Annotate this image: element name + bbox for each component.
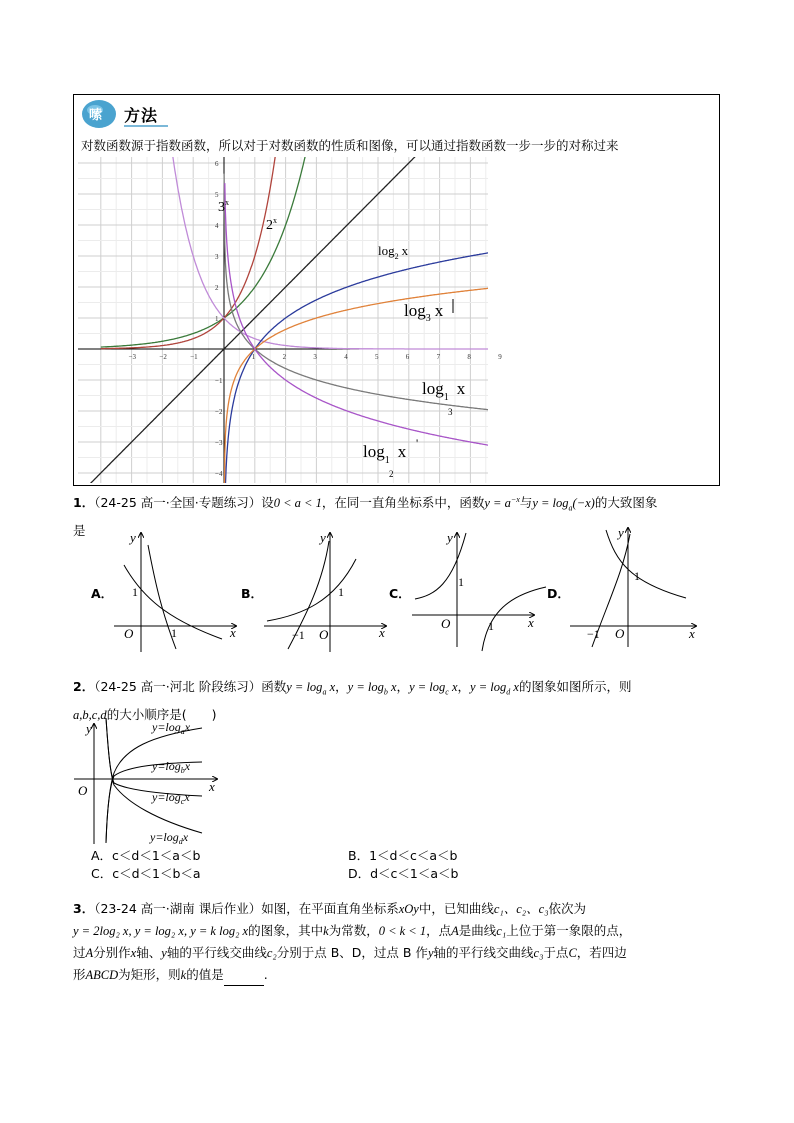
y-tick-label: 2 <box>215 284 219 292</box>
method-box <box>73 94 720 486</box>
svg-text:': ' <box>416 436 419 450</box>
method-title-underline <box>124 125 168 127</box>
svg-text:嗦: 嗦 <box>89 107 103 122</box>
q2-source: （24-25 高一·河北 阶段练习） <box>94 679 262 694</box>
method-title: 方法 <box>124 106 159 125</box>
q1-option-c-label[interactable]: C． <box>389 586 411 601</box>
label-log2: $\log_2 x$ <box>378 243 409 261</box>
x-tick-label: 3 <box>313 353 317 361</box>
function-graph <box>78 157 502 483</box>
svg-text:x: x <box>528 615 534 630</box>
q1-option-b-graph[interactable] <box>262 527 392 655</box>
svg-text:y: y <box>320 530 326 545</box>
q3-answer-blank[interactable] <box>224 971 264 986</box>
q2-choice-c[interactable]: C．c＜d＜1＜b＜a <box>91 866 201 881</box>
q1-number: 1． <box>73 495 95 511</box>
label-log-third: $\log_1 x$ <box>422 379 466 403</box>
q2-choice-a[interactable]: A．c＜d＜1＜a＜b <box>91 848 201 863</box>
question-3: 3．（23-24 高一·湖南 课后作业）如图，在平面直角坐标系xOy中，已知曲线c₁、c₂、c₃依次为 y = 2log₂ x, y = log₂ x, y = k log₂ x的图象，其中k为常数，0 < k < 1，点A是曲线c₁上位于第一象限的点， 过A分别作x轴、y轴的平行线交曲线c₂分别于点 B、D，过点 B 作y轴的平行线交曲线c₃于点C，若四边 形ABCD为矩形，则k的值是 . <box>73 898 723 986</box>
q1-option-d-graph[interactable] <box>568 522 702 650</box>
y-tick-label: −3 <box>215 439 223 447</box>
svg-text:y: y <box>130 530 136 545</box>
x-tick-label: 5 <box>375 353 379 361</box>
y-tick-label: −2 <box>215 408 223 416</box>
x-tick-label: −1 <box>190 353 198 361</box>
svg-text:y=logdx: $y=\log_dx$ <box>150 830 189 846</box>
svg-text:O: O <box>615 626 625 641</box>
y-tick-label: 3 <box>215 253 219 261</box>
q1-func-2: $y = \log_a(-x)$ <box>532 496 595 513</box>
x-tick-label: −2 <box>159 353 167 361</box>
q1-option-a-graph[interactable] <box>112 527 244 655</box>
x-tick-label: 4 <box>344 353 348 361</box>
x-tick-label: 7 <box>436 353 441 361</box>
svg-text:y=logbx: $y=\log_bx$ <box>152 759 191 775</box>
svg-text:y: y <box>447 530 453 545</box>
label-log3: $\log_3 x$ <box>404 301 444 324</box>
x-tick-label: 1 <box>251 353 256 361</box>
svg-text:y: y <box>86 721 92 736</box>
q3-number: 3． <box>73 901 95 916</box>
method-description: 对数函数源于指数函数，所以对于对数函数的性质和图像，可以通过指数函数一步一步的对称过来 <box>81 138 619 153</box>
svg-text:−1: −1 <box>587 627 600 641</box>
svg-text:O: O <box>78 783 88 798</box>
q2-choice-b[interactable]: B．1＜d＜c＜a＜b <box>348 848 458 863</box>
svg-text:1: 1 <box>488 619 494 633</box>
svg-text:x: x <box>209 779 215 794</box>
svg-text:1: 1 <box>171 626 177 640</box>
y-tick-label: 5 <box>215 191 219 199</box>
x-tick-label: 8 <box>467 353 471 361</box>
q1-option-a-label[interactable]: A． <box>91 586 114 601</box>
q2-graph <box>72 718 232 846</box>
method-badge-icon <box>81 99 125 129</box>
q1-source: （24-25 高一·全国·专题练习） <box>94 495 262 511</box>
svg-text:O: O <box>124 626 134 641</box>
q1-func-1: $y = a^{-x}$ <box>484 495 520 511</box>
question-2: 2．（24-25 高一·河北 阶段练习）函数$y = \log_a x$，$y = \log_b x$，$y = \log_c x$，$y = \log_d x$的图象如图所示，则 a,b,c,d的大小顺序是( ) <box>73 679 632 722</box>
q2-choice-d[interactable]: D．d＜c＜1＜a＜b <box>348 866 459 881</box>
svg-text:1: 1 <box>634 569 640 583</box>
q3-source: （23-24 高一·湖南 课后作业） <box>94 901 262 916</box>
svg-text:O: O <box>319 627 329 642</box>
q1-option-b-label[interactable]: B． <box>241 586 264 601</box>
x-tick-label: 9 <box>498 353 502 361</box>
label-log-half: $\log_1 x$ <box>363 442 407 466</box>
y-tick-label: 1 <box>215 315 219 323</box>
question-1: 1．（24-25 高一·全国·专题练习）设0 < a < 1，在同一直角坐标系中，函数$y = a^{-x}$与$y = \log_a(-x)$的大致图象 是 <box>73 495 658 538</box>
svg-text:x: x <box>689 626 695 641</box>
svg-text:y=logax: $y=\log_ax$ <box>152 720 191 736</box>
svg-text:y: y <box>618 525 624 540</box>
svg-text:−1: −1 <box>292 628 305 642</box>
q1-option-c-graph[interactable] <box>410 527 542 655</box>
y-tick-label: 4 <box>215 222 219 230</box>
q1-option-d-label[interactable]: D． <box>547 586 570 601</box>
q2-number: 2． <box>73 679 95 694</box>
x-tick-label: 6 <box>405 353 410 361</box>
y-tick-label: −4 <box>215 470 223 478</box>
svg-text:y=logcx: $y=\log_cx$ <box>152 790 190 806</box>
y-tick-label: −1 <box>215 377 223 385</box>
label-log-half-den: 2 <box>389 469 394 479</box>
svg-text:1: 1 <box>338 585 344 599</box>
svg-text:1: 1 <box>458 575 464 589</box>
label-log-third-den: 3 <box>448 407 453 417</box>
svg-text:x: x <box>230 625 236 640</box>
y-tick-label: 6 <box>215 160 219 168</box>
svg-text:x: x <box>379 625 385 640</box>
label-3x: 3$^x$ <box>218 198 229 215</box>
svg-text:O: O <box>441 616 451 631</box>
label-2x: 2$^x$ <box>266 216 277 233</box>
x-tick-label: −3 <box>128 353 137 361</box>
svg-text:1: 1 <box>132 585 138 599</box>
x-tick-label: 2 <box>282 353 287 361</box>
